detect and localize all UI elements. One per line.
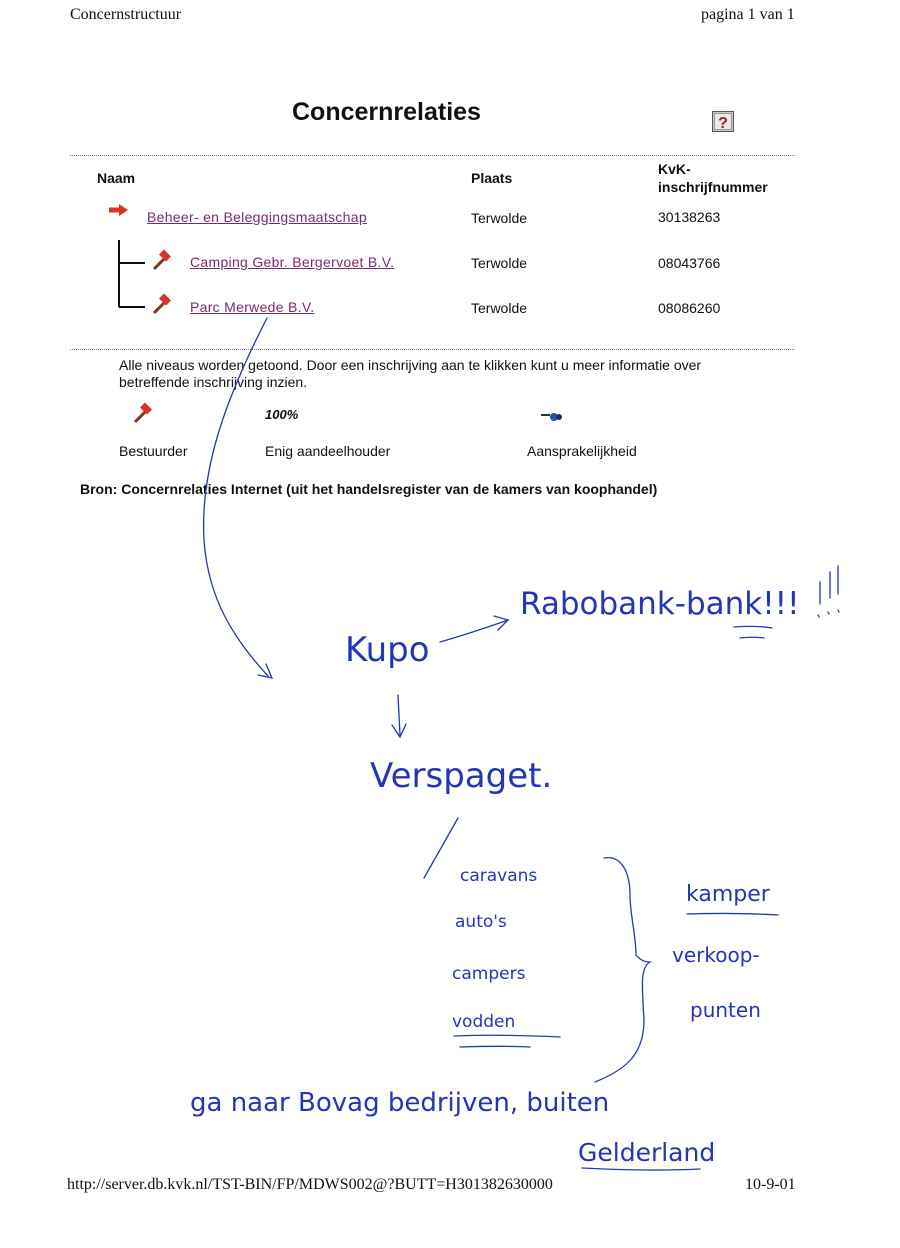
company-link[interactable]: Camping Gebr. Bergervoet B.V.	[190, 254, 395, 270]
page-title: Concernrelaties	[292, 98, 481, 126]
footer-url: http://server.db.kvk.nl/TST-BIN/FP/MDWS002@?BUTT=H301382630000	[67, 1176, 553, 1193]
column-header-naam: Naam	[97, 170, 136, 186]
table-cell-plaats: Terwolde	[471, 300, 528, 316]
company-link[interactable]: Parc Merwede B.V.	[190, 299, 315, 315]
handwritten-bovag: ga naar Bovag bedrijven, buiten	[190, 1088, 610, 1118]
footer-date: 10-9-01	[745, 1176, 796, 1193]
page-header-left: Concernstructuur	[70, 6, 182, 23]
table-cell-kvk: 30138263	[658, 209, 721, 225]
info-note-line2: betreffende inschrijving inzien.	[119, 374, 308, 390]
handwritten-autos: auto's	[455, 912, 507, 932]
table-cell-kvk: 08043766	[658, 255, 721, 271]
legend-percent-label: 100%	[265, 407, 299, 422]
handwritten-verspaget: Verspaget.	[370, 756, 553, 796]
column-header-plaats: Plaats	[471, 170, 513, 186]
handwritten-vodden: vodden	[452, 1012, 516, 1032]
table-cell-kvk: 08086260	[658, 300, 721, 316]
legend-aansprakelijkheid: Aansprakelijkheid	[527, 443, 637, 459]
handwritten-rabobank: Rabobank-bank!!!	[520, 586, 800, 622]
table-cell-plaats: Terwolde	[471, 255, 528, 271]
handwritten-caravans: caravans	[460, 866, 538, 886]
legend-bestuurder: Bestuurder	[119, 443, 188, 459]
table-cell-plaats: Terwolde	[471, 210, 528, 226]
legend-aandeelhouder: Enig aandeelhouder	[265, 443, 391, 459]
handwritten-punten: punten	[690, 998, 761, 1022]
handwritten-kamper: kamper	[686, 882, 770, 907]
info-note-line1: Alle niveaus worden getoond. Door een inschrijving aan te klikken kunt u meer informatie over	[119, 357, 702, 373]
page-header-right: pagina 1 van 1	[701, 6, 795, 23]
svg-text:?: ?	[718, 115, 728, 132]
handwritten-kupo: Kupo	[345, 630, 430, 670]
source-line: Bron: Concernrelaties Internet (uit het handelsregister van de kamers van koophandel)	[80, 481, 658, 497]
column-header-kvk-line1: KvK-	[658, 161, 691, 177]
column-header-kvk-line2: inschrijfnummer	[658, 179, 768, 195]
company-link[interactable]: Beheer- en Beleggingsmaatschap	[147, 209, 367, 225]
handwritten-campers: campers	[452, 964, 526, 984]
handwritten-gelderland: Gelderland	[578, 1138, 716, 1167]
handwritten-verkoop: verkoop-	[672, 943, 760, 967]
